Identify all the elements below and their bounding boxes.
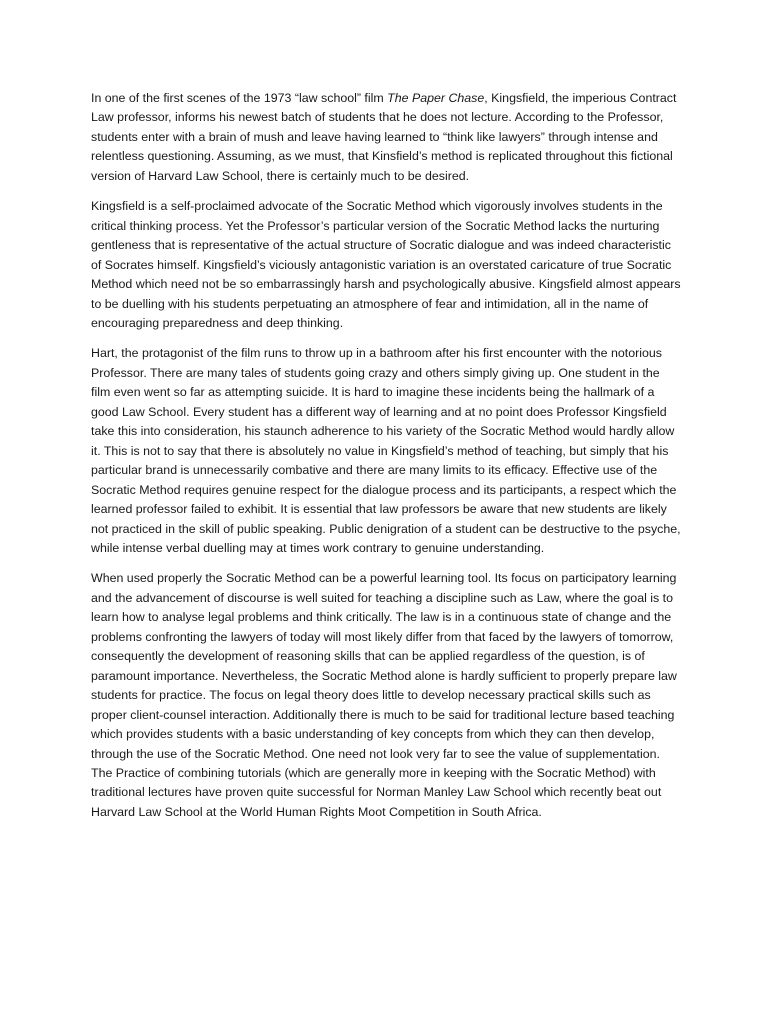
paragraph-3: Hart, the protagonist of the film runs to throw up in a bathroom after his first encounter with the notorious Professor. There are many tales of students going crazy and others simply giving up. One student in the film even went so far as attempting suicide. It is hard to imagine these incidents being the hallmark of a good Law School. Every student has a different way of learning and at no point does Professor Kingsfield take this into consideration, his staunch adherence to his variety of the Socratic Method would hardly allow it. This is not to say that there is absolutely no value in Kingsfield’s method of teaching, but simply that his particular brand is unnecessarily combative and there are many limits to its efficacy. Effective use of the Socratic Method requires genuine respect for the dialogue process and its participants, a respect which the learned professor failed to exhibit. It is essential that law professors be aware that new students are likely not practiced in the skill of public speaking. Public denigration of a student can be destructive to the psyche, while intense verbal duelling may at times work contrary to genuine understanding. <box>91 346 681 555</box>
film-title: The Paper Chase <box>387 91 485 105</box>
paragraph-1-rest: , Kingsfield, the imperious Contract Law professor, informs his newest batch of students that he does not lecture. According to the Professor, students enter with a brain of mush and leave having learned to “think like lawyers” through intense and relentless questioning. Assuming, as we must, that Kinsfield’s method is replicated throughout this fictional version of Harvard Law School, there is certainly much to be desired. <box>91 91 677 183</box>
document-body <box>91 89 681 833</box>
paragraph-1-intro: In one of the first scenes of the 1973 “law school” film <box>91 91 388 105</box>
paragraph-4: When used properly the Socratic Method can be a powerful learning tool. Its focus on participatory learning and the advancement of discourse is well suited for teaching a discipline such as Law, where the goal is to learn how to analyse legal problems and think critically. The law is in a continuous state of change and the problems confronting the lawyers of today will most likely differ from that faced by the lawyers of tomorrow, consequently the development of reasoning skills that can be applied regardless of the question, is of paramount importance. Nevertheless, the Socratic Method alone is hardly sufficient to properly prepare law students for practice. The focus on legal theory does little to develop necessary practical skills such as proper client-counsel interaction. Additionally there is much to be said for traditional lecture based teaching which provides students with a basic understanding of key concepts from which they can then develop, through the use of the Socratic Method. One need not look very far to see the value of supplementation. The Practice of combining tutorials (which are generally more in keeping with the Socratic Method) with traditional lectures have proven quite successful for Norman Manley Law School which recently beat out Harvard Law School at the World Human Rights Moot Competition in South Africa. <box>91 571 677 819</box>
paragraph-1 <box>91 89 681 186</box>
paragraph-2: Kingsfield is a self-proclaimed advocate of the Socratic Method which vigorously involves students in the critical thinking process. Yet the Professor’s particular version of the Socratic Method lacks the nurturing gentleness that is representative of the actual structure of Socratic dialogue and was indeed characteristic of Socrates himself. Kingsfield’s viciously antagonistic variation is an overstated caricature of true Socratic Method which need not be so embarrassingly harsh and psychologically abusive. Kingsfield almost appears to be duelling with his students perpetuating an atmosphere of fear and intimidation, all in the name of encouraging preparedness and deep thinking. <box>91 199 681 330</box>
